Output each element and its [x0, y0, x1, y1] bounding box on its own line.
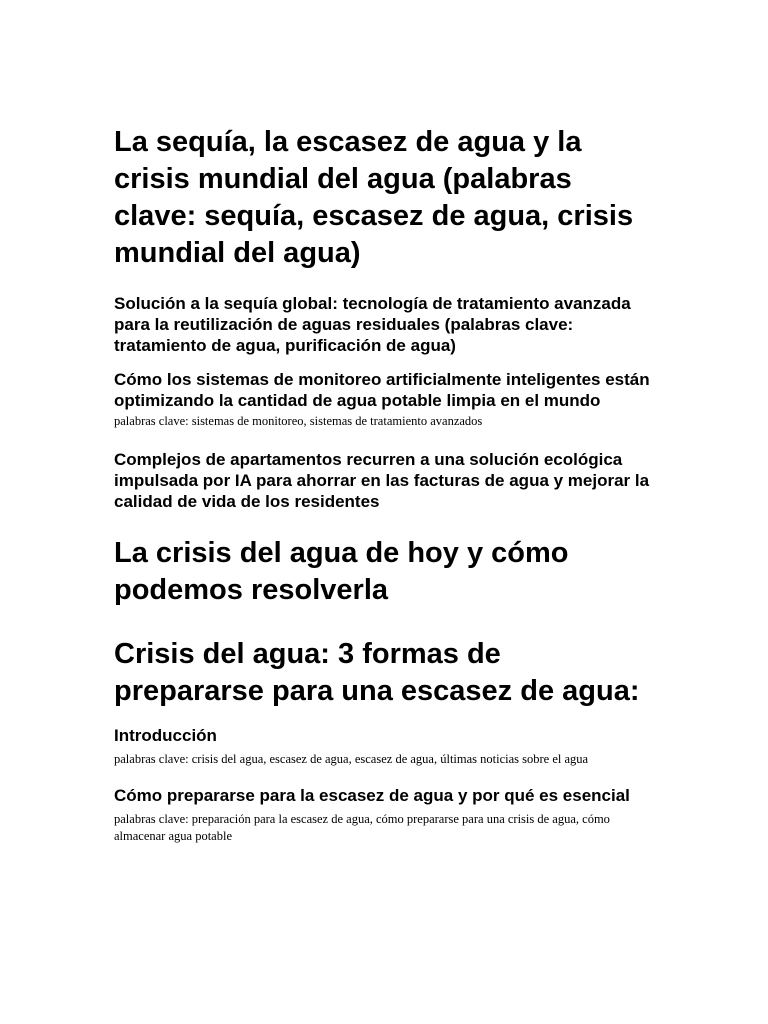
keywords-preparation: palabras clave: preparación para la escasez de agua, cómo prepararse para una crisis de agua, cómo almacenar agua potable	[114, 812, 610, 843]
subheading-drought-solution: Solución a la sequía global: tecnología de tratamiento avanzada para la reutilización de aguas residuales (palabras clave: tratamiento de agua, purificación de agua)	[114, 294, 631, 355]
keywords-monitoring: palabras clave: sistemas de monitoreo, sistemas de tratamiento avanzados	[114, 414, 483, 428]
subheading-monitoring-systems: Cómo los sistemas de monitoreo artificialmente inteligentes están optimizando la cantidad de agua potable limpia en el mundo	[114, 370, 650, 410]
document-page	[114, 124, 654, 845]
subheading-how-to-prepare: Cómo prepararse para la escasez de agua y por qué es esencial	[114, 786, 630, 805]
section-title-water-crisis-today: La crisis del agua de hoy y cómo podemos resolverla	[114, 537, 569, 606]
keywords-introduction: palabras clave: crisis del agua, escasez de agua, escasez de agua, últimas noticias sobre el agua	[114, 752, 589, 766]
subheading-apartment-complexes: Complejos de apartamentos recurren a una solución ecológica impulsada por IA para ahorrar en las facturas de agua y mejorar la calidad de vida de los residentes	[114, 450, 650, 511]
section-title-three-ways: Crisis del agua: 3 formas de prepararse para una escasez de agua:	[114, 638, 640, 707]
subheading-introduction: Introducción	[114, 726, 217, 745]
main-title: La sequía, la escasez de agua y la crisis mundial del agua (palabras clave: sequía, escasez de agua, crisis mundial del agua)	[114, 126, 634, 269]
